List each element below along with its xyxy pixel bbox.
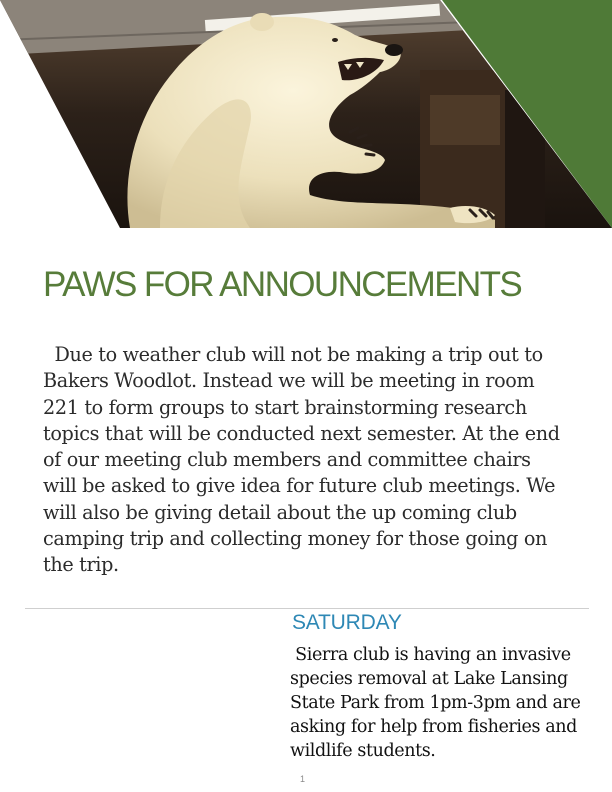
page-number: 1 [300,774,306,784]
saturday-heading: SATURDAY [292,611,402,634]
announcement-body: Due to weather club will not be making a trip out to Bakers Woodlot. Instead we will be meeting in room 221 to form groups to start brainstorming research topics that will be conducted next semester. At the end of our meeting club members and committee chairs will be asked to give idea for future club meetings. We will also be giving detail about the up coming club camping trip and collecting money for those going on the trip. [43,343,566,577]
hero-image [0,0,612,228]
saturday-announcement: Sierra club is having an invasive species removal at Lake Lansing State Park from 1pm-3pm and are asking for help from fisheries and wildlife students. [290,645,586,761]
divider [25,608,589,609]
page-title: PAWS FOR ANNOUNCEMENTS [43,265,522,304]
